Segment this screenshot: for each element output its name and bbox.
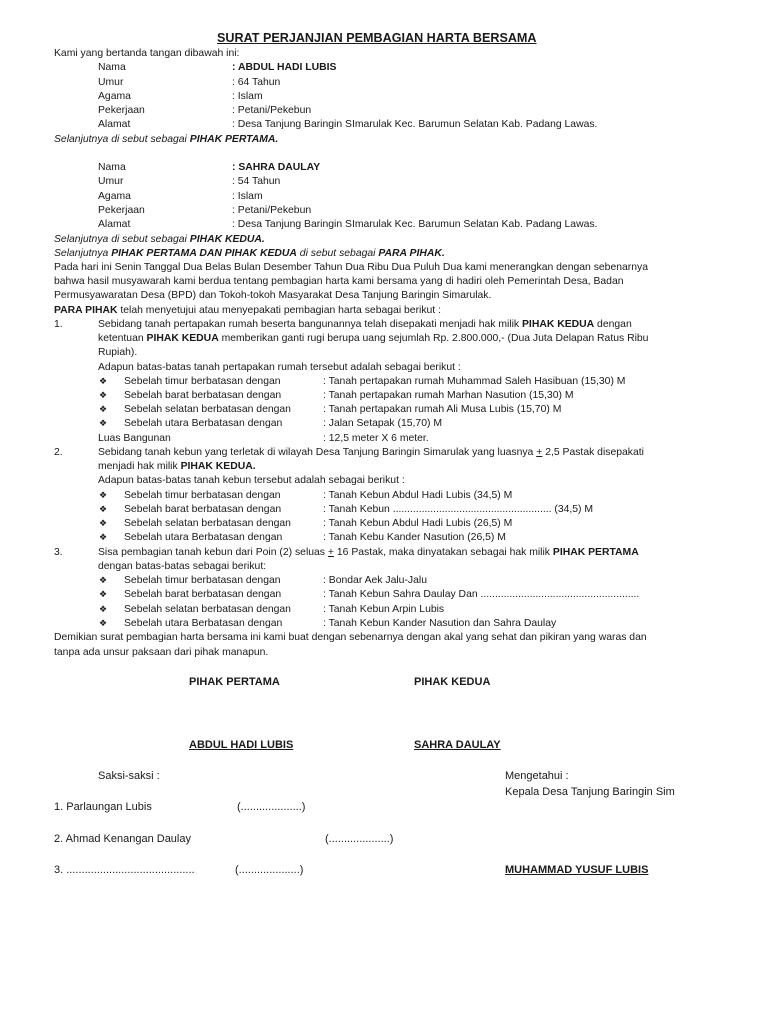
boundary-value: : Tanah Kebun Kander Nasution dan Sahra Daulay — [323, 618, 557, 629]
boundary-value: : Tanah Kebun Sahra Daulay Dan ....................................................... — [323, 589, 640, 600]
item-party: PIHAK KEDUA. — [180, 461, 256, 472]
paragraph-line: Pada hari ini Senin Tanggal Dua Belas Bulan Desember Tahun Dua Ribu Dua Puluh Dua kami menerangkan dengan sebenarnya — [54, 262, 648, 273]
label-alamat: Alamat — [98, 119, 131, 130]
boundary-value: : Jalan Setapak (15,70) M — [323, 418, 442, 429]
bullet-icon: ❖ — [99, 404, 108, 414]
boundary-value: : Tanah pertapakan rumah Ali Musa Lubis (15,70) M — [323, 404, 562, 415]
label-pekerjaan: Pekerjaan — [98, 205, 145, 216]
item-party: PIHAK KEDUA — [522, 319, 595, 330]
label-umur: Umur — [98, 176, 124, 187]
item-text: 2,5 Pastak disepakati — [542, 447, 644, 458]
bullet-icon: ❖ — [99, 575, 108, 585]
label-nama: Nama — [98, 62, 126, 73]
party1-designation — [54, 133, 278, 146]
boundary-side: Sebelah utara Berbatasan dengan — [124, 418, 283, 429]
plus-minus-symbol: + — [327, 547, 334, 558]
party2-signature-name: SAHRA DAULAY — [414, 739, 501, 751]
item-text: dengan — [594, 319, 632, 330]
paragraph-line: bahwa hasil musyawarah kami berdua tentang pembagian harta kami bersama yang di hadiri oleh Pemerintah Desa, Badan — [54, 276, 624, 287]
item-text: memberikan ganti rugi berupa uang sejumlah Rp. 2.800.000,- (Dua Juta Delapan Ratus Ribu — [218, 333, 649, 344]
party2-pekerjaan: : Petani/Pekebun — [232, 205, 312, 216]
bullet-icon: ❖ — [99, 390, 108, 400]
party1-alamat: : Desa Tanjung Baringin SImarulak Kec. Barumun Selatan Kab. Padang Lawas. — [232, 119, 598, 130]
para-pihak-parties: PIHAK PERTAMA DAN PIHAK KEDUA — [111, 248, 297, 259]
para-pihak-term: PARA PIHAK. — [378, 248, 445, 259]
boundary-side: Sebelah utara Berbatasan dengan — [124, 532, 283, 543]
bullet-icon: ❖ — [99, 504, 108, 514]
boundary-side: Sebelah timur berbatasan dengan — [124, 490, 281, 501]
agreement-text: telah menyetujui atau menyepakati pembagian harta sebagai berikut : — [117, 305, 441, 316]
item-line — [98, 446, 644, 459]
party1-umur: : 64 Tahun — [232, 77, 281, 88]
item-line: Adapun batas-batas tanah pertapakan rumah tersebut adalah sebagai berikut : — [98, 362, 461, 373]
label-agama: Agama — [98, 191, 131, 202]
boundary-value: : Tanah Kebu Kander Nasution (26,5) M — [323, 532, 506, 543]
closing-line: tanpa ada unsur paksaan dari pihak manapun. — [54, 647, 269, 658]
intro-text: Kami yang bertanda tangan dibawah ini: — [54, 48, 240, 59]
boundary-value: : Tanah Kebun Abdul Hadi Lubis (34,5) M — [323, 490, 513, 501]
item-party: PIHAK PERTAMA — [552, 547, 639, 558]
bullet-icon: ❖ — [99, 490, 108, 500]
witness-1-signature: (....................) — [237, 801, 306, 813]
closing-line: Demikian surat pembagian harta bersama ini kami buat dengan sebenarnya dengan akal yang sehat dan pikiran yang waras dan — [54, 632, 647, 643]
boundary-side: Sebelah barat berbatasan dengan — [124, 504, 282, 515]
boundary-value: : Tanah Kebun ....................................................... (34,5) M — [323, 504, 594, 515]
label-luas: Luas Bangunan — [98, 433, 171, 444]
item-text: Sisa pembagian tanah kebun dari Poin (2) seluas — [98, 547, 328, 558]
party1-agama: : Islam — [232, 91, 263, 102]
pihak-pertama-heading: PIHAK PERTAMA — [189, 676, 280, 688]
boundary-value: : Tanah Kebun Abdul Hadi Lubis (26,5) M — [323, 518, 513, 529]
para-pihak-mid: di sebut sebagai — [296, 248, 379, 259]
bullet-icon: ❖ — [99, 618, 108, 628]
label-pekerjaan: Pekerjaan — [98, 105, 145, 116]
party2-designation-pre: Selanjutnya di sebut sebagai — [54, 234, 190, 245]
witness-3: 3. .......................................... — [54, 864, 195, 876]
boundary-side: Sebelah selatan berbatasan dengan — [124, 518, 291, 529]
item-line: Rupiah). — [98, 347, 138, 358]
agreement-parties: PARA PIHAK — [54, 305, 118, 316]
item-number: 3. — [54, 547, 63, 558]
witness-2: 2. Ahmad Kenangan Daulay — [54, 833, 191, 845]
item-number: 2. — [54, 447, 63, 458]
pihak-kedua-heading: PIHAK KEDUA — [414, 676, 491, 688]
plus-minus-symbol: + — [536, 447, 543, 458]
bullet-icon: ❖ — [99, 376, 108, 386]
agreement-line — [54, 304, 441, 317]
boundary-side: Sebelah selatan berbatasan dengan — [124, 604, 291, 615]
party2-designation — [54, 233, 265, 246]
item-line — [98, 460, 256, 473]
paragraph-line: Permusyawaratan Desa (BPD) dan Tokoh-tokoh Masyarakat Desa Tanjung Baringin Simarulak. — [54, 290, 492, 301]
item-text: ketentuan — [98, 333, 147, 344]
party2-agama: : Islam — [232, 191, 263, 202]
label-umur: Umur — [98, 77, 124, 88]
witnesses-heading: Saksi-saksi : — [98, 770, 160, 782]
item-line — [98, 332, 648, 345]
party1-signature-name: ABDUL HADI LUBIS — [189, 739, 294, 751]
mengetahui-heading: Mengetahui : — [505, 770, 569, 782]
witness-3-signature: (....................) — [235, 864, 304, 876]
item-number: 1. — [54, 319, 63, 330]
bullet-icon: ❖ — [99, 418, 108, 428]
boundary-side: Sebelah barat berbatasan dengan — [124, 390, 282, 401]
item-text: Sebidang tanah kebun yang terletak di wilayah Desa Tanjung Baringin Simarulak yang luasnya — [98, 447, 537, 458]
boundary-side: Sebelah timur berbatasan dengan — [124, 376, 281, 387]
item-text: 16 Pastak, maka dinyatakan sebagai hak milik — [333, 547, 553, 558]
para-pihak-pre: Selanjutnya — [54, 248, 112, 259]
item-text: menjadi hak milik — [98, 461, 181, 472]
para-pihak-line — [54, 247, 445, 260]
item-line: Adapun batas-batas tanah kebun tersebut adalah sebagai berikut : — [98, 475, 405, 486]
party2-alamat: : Desa Tanjung Baringin SImarulak Kec. Barumun Selatan Kab. Padang Lawas. — [232, 219, 598, 230]
boundary-side: Sebelah utara Berbatasan dengan — [124, 618, 283, 629]
boundary-side: Sebelah timur berbatasan dengan — [124, 575, 281, 586]
party2-nama: : SAHRA DAULAY — [232, 162, 321, 173]
boundary-value: : Tanah Kebun Arpin Lubis — [323, 604, 445, 615]
boundary-value: : Tanah pertapakan rumah Marhan Nasution (15,30) M — [323, 390, 574, 401]
party1-designation-pre: Selanjutnya di sebut sebagai — [54, 134, 190, 145]
party1-pekerjaan: : Petani/Pekebun — [232, 105, 312, 116]
document-title: SURAT PERJANJIAN PEMBAGIAN HARTA BERSAMA — [217, 31, 537, 45]
label-alamat: Alamat — [98, 219, 131, 230]
witness-1: 1. Parlaungan Lubis — [54, 801, 152, 813]
label-agama: Agama — [98, 91, 131, 102]
party1-designation-bold: PIHAK PERTAMA. — [189, 134, 279, 145]
label-nama: Nama — [98, 162, 126, 173]
village-head-title: Kepala Desa Tanjung Baringin Sim — [505, 786, 675, 798]
boundary-value: : Tanah pertapakan rumah Muhammad Saleh Hasibuan (15,30) M — [323, 376, 626, 387]
item-line: dengan batas-batas sebagai berikut: — [98, 561, 267, 572]
bullet-icon: ❖ — [99, 604, 108, 614]
item-line — [98, 318, 632, 331]
boundary-side: Sebelah selatan berbatasan dengan — [124, 404, 291, 415]
party2-umur: : 54 Tahun — [232, 176, 281, 187]
party1-nama: : ABDUL HADI LUBIS — [232, 62, 337, 73]
item-line — [98, 546, 639, 559]
boundary-value: : Bondar Aek Jalu-Jalu — [323, 575, 427, 586]
village-head-name: MUHAMMAD YUSUF LUBIS — [505, 864, 649, 876]
item-party: PIHAK KEDUA — [146, 333, 219, 344]
item-text: Sebidang tanah pertapakan rumah beserta bangunannya telah disepakati menjadi hak milik — [98, 319, 522, 330]
boundary-side: Sebelah barat berbatasan dengan — [124, 589, 282, 600]
luas-value: : 12,5 meter X 6 meter. — [323, 433, 429, 444]
bullet-icon: ❖ — [99, 589, 108, 599]
bullet-icon: ❖ — [99, 518, 108, 528]
witness-2-signature: (....................) — [325, 833, 394, 845]
party2-designation-bold: PIHAK KEDUA. — [189, 234, 265, 245]
bullet-icon: ❖ — [99, 532, 108, 542]
